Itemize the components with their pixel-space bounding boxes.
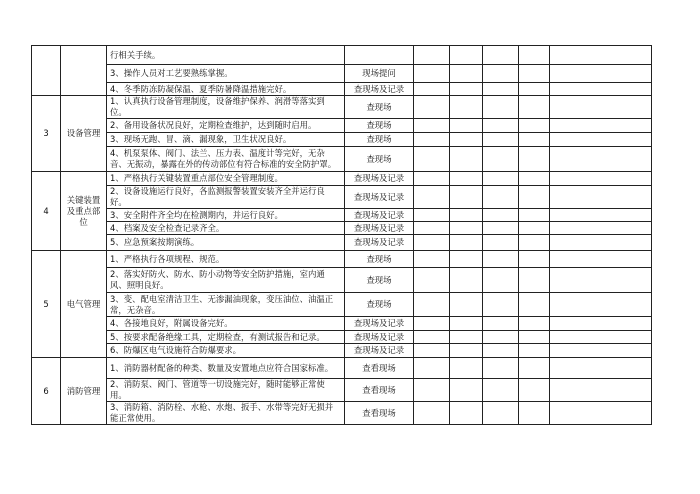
blank-cell <box>450 293 483 317</box>
table-row <box>32 209 652 222</box>
section-category: 设备管理 <box>61 96 107 172</box>
blank-cell <box>550 96 652 119</box>
check-item: 1、认真执行设备管理制度，设备维护保养、润滑等落实到位。 <box>107 96 345 119</box>
blank-cell <box>483 222 519 235</box>
blank-cell <box>483 186 519 209</box>
blank-cell <box>414 119 450 133</box>
blank-cell <box>450 147 483 172</box>
check-item: 4、各接地良好，附属设备完好。 <box>107 317 345 331</box>
check-item: 3、操作人员对工艺要熟练掌握。 <box>107 65 345 83</box>
blank-cell <box>414 358 450 379</box>
blank-cell <box>519 209 550 222</box>
blank-cell <box>414 331 450 344</box>
blank-cell <box>450 96 483 119</box>
blank-cell <box>550 172 652 186</box>
blank-cell <box>450 251 483 268</box>
check-item: 2、备用设备状况良好，定期检查维护，达到随时启用。 <box>107 119 345 133</box>
check-method: 查现场 <box>345 147 414 172</box>
blank-cell <box>550 65 652 83</box>
blank-cell <box>519 331 550 344</box>
blank-cell <box>483 133 519 147</box>
blank-cell <box>483 96 519 119</box>
check-item: 6、防爆区电气设施符合防爆要求。 <box>107 344 345 358</box>
table-row <box>32 222 652 235</box>
check-item: 3、现场无跑、冒、滴、漏现象，卫生状况良好。 <box>107 133 345 147</box>
table-row <box>32 317 652 331</box>
check-item: 3、变、配电室清洁卫生、无渗漏油现象，变压油位、油温正常，无杂音。 <box>107 293 345 317</box>
check-item: 2、消防泵、阀门、管道等一切设施完好，随时能够正常使用。 <box>107 379 345 402</box>
blank-cell <box>450 65 483 83</box>
blank-cell <box>450 331 483 344</box>
blank-cell <box>483 344 519 358</box>
blank-cell <box>483 46 519 65</box>
blank-cell <box>519 133 550 147</box>
blank-cell <box>450 402 483 425</box>
table-row <box>32 235 652 251</box>
blank-cell <box>414 172 450 186</box>
section-number <box>32 46 61 96</box>
check-method: 查看现场 <box>345 358 414 379</box>
check-item: 1、严格执行关键装置重点部位安全管理制度。 <box>107 172 345 186</box>
blank-cell <box>450 172 483 186</box>
blank-cell <box>483 83 519 96</box>
blank-cell <box>483 268 519 293</box>
check-item: 2、设备设施运行良好，各监测报警装置安装齐全并运行良好。 <box>107 186 345 209</box>
table-row <box>32 379 652 402</box>
check-item: 4、冬季防冻防凝保温、夏季防暑降温措施完好。 <box>107 83 345 96</box>
blank-cell <box>414 317 450 331</box>
blank-cell <box>450 46 483 65</box>
blank-cell <box>483 379 519 402</box>
section-category: 电气管理 <box>61 251 107 358</box>
table-row <box>32 65 652 83</box>
table-row <box>32 172 652 186</box>
blank-cell <box>550 209 652 222</box>
blank-cell <box>483 119 519 133</box>
blank-cell <box>550 186 652 209</box>
blank-cell <box>519 222 550 235</box>
blank-cell <box>519 344 550 358</box>
blank-cell <box>414 65 450 83</box>
blank-cell <box>414 293 450 317</box>
blank-cell <box>483 235 519 251</box>
blank-cell <box>519 268 550 293</box>
blank-cell <box>550 222 652 235</box>
check-item: 1、消防器材配备的种类、数量及安置地点应符合国家标准。 <box>107 358 345 379</box>
check-item: 3、安全附件齐全均在检测期内，并运行良好。 <box>107 209 345 222</box>
check-method: 查现场 <box>345 119 414 133</box>
blank-cell <box>414 344 450 358</box>
blank-cell <box>550 147 652 172</box>
blank-cell <box>519 235 550 251</box>
blank-cell <box>483 251 519 268</box>
blank-cell <box>414 402 450 425</box>
blank-cell <box>519 172 550 186</box>
blank-cell <box>550 379 652 402</box>
blank-cell <box>450 133 483 147</box>
blank-cell <box>519 83 550 96</box>
section-number: 6 <box>32 358 61 425</box>
blank-cell <box>450 379 483 402</box>
blank-cell <box>450 268 483 293</box>
blank-cell <box>519 65 550 83</box>
blank-cell <box>519 147 550 172</box>
blank-cell <box>450 358 483 379</box>
table-row <box>32 402 652 425</box>
blank-cell <box>414 96 450 119</box>
table-row <box>32 268 652 293</box>
blank-cell <box>519 119 550 133</box>
check-method: 查现场及记录 <box>345 331 414 344</box>
blank-cell <box>519 317 550 331</box>
blank-cell <box>414 147 450 172</box>
blank-cell <box>550 119 652 133</box>
blank-cell <box>483 65 519 83</box>
blank-cell <box>414 83 450 96</box>
blank-cell <box>550 268 652 293</box>
check-method <box>345 46 414 65</box>
check-item: 4、档案及安全检查记录齐全。 <box>107 222 345 235</box>
check-method: 查现场及记录 <box>345 344 414 358</box>
table-row <box>32 293 652 317</box>
check-item: 行相关手续。 <box>107 46 345 65</box>
blank-cell <box>550 133 652 147</box>
blank-cell <box>450 186 483 209</box>
section-number: 4 <box>32 172 61 251</box>
blank-cell <box>450 119 483 133</box>
check-method: 查现场及记录 <box>345 209 414 222</box>
check-method: 查现场及记录 <box>345 222 414 235</box>
check-method: 查现场及记录 <box>345 172 414 186</box>
check-method: 查现场及记录 <box>345 83 414 96</box>
blank-cell <box>519 46 550 65</box>
table-row <box>32 331 652 344</box>
blank-cell <box>450 317 483 331</box>
table-row <box>32 344 652 358</box>
blank-cell <box>483 358 519 379</box>
blank-cell <box>414 209 450 222</box>
check-item: 2、落实好防火、防水、防小动物等安全防护措施，室内通风、照明良好。 <box>107 268 345 293</box>
blank-cell <box>550 358 652 379</box>
check-method: 查现场及记录 <box>345 186 414 209</box>
table-row <box>32 358 652 379</box>
section-number: 3 <box>32 96 61 172</box>
check-item: 5、应急预案按期演练。 <box>107 235 345 251</box>
blank-cell <box>414 222 450 235</box>
blank-cell <box>519 379 550 402</box>
inspection-checklist-table <box>31 45 652 425</box>
blank-cell <box>550 331 652 344</box>
blank-cell <box>483 147 519 172</box>
table-row <box>32 147 652 172</box>
check-method: 查现场及记录 <box>345 317 414 331</box>
blank-cell <box>450 209 483 222</box>
blank-cell <box>414 235 450 251</box>
section-category: 关键装置及重点部位 <box>61 172 107 251</box>
check-item: 3、消防箱、消防栓、水枪、水炮、扳手、水带等完好无损并能正常使用。 <box>107 402 345 425</box>
check-method: 查现场 <box>345 251 414 268</box>
blank-cell <box>483 293 519 317</box>
blank-cell <box>414 251 450 268</box>
blank-cell <box>483 331 519 344</box>
check-method: 查现场 <box>345 293 414 317</box>
check-method: 查现场及记录 <box>345 235 414 251</box>
table-row <box>32 186 652 209</box>
blank-cell <box>414 133 450 147</box>
blank-cell <box>414 186 450 209</box>
table-row <box>32 119 652 133</box>
table-row <box>32 251 652 268</box>
blank-cell <box>414 379 450 402</box>
blank-cell <box>550 46 652 65</box>
blank-cell <box>519 358 550 379</box>
blank-cell <box>450 222 483 235</box>
table-row <box>32 46 652 65</box>
blank-cell <box>519 293 550 317</box>
blank-cell <box>550 293 652 317</box>
blank-cell <box>519 402 550 425</box>
check-item: 1、严格执行各项规程、规范。 <box>107 251 345 268</box>
blank-cell <box>550 235 652 251</box>
blank-cell <box>483 172 519 186</box>
blank-cell <box>450 235 483 251</box>
blank-cell <box>414 46 450 65</box>
blank-cell <box>550 317 652 331</box>
check-item: 4、机泵泵体、阀门、法兰、压力表、温度计等完好，无杂音、无振动，暴露在外的传动部位有符合标准的安全防护罩。 <box>107 147 345 172</box>
table-row <box>32 83 652 96</box>
check-method: 现场提问 <box>345 65 414 83</box>
blank-cell <box>483 317 519 331</box>
check-method: 查现场 <box>345 133 414 147</box>
blank-cell <box>519 96 550 119</box>
section-number: 5 <box>32 251 61 358</box>
check-item: 5、按要求配备绝缘工具，定期检查，有测试报告和记录。 <box>107 331 345 344</box>
blank-cell <box>550 344 652 358</box>
table-row <box>32 133 652 147</box>
blank-cell <box>483 209 519 222</box>
table-row <box>32 96 652 119</box>
blank-cell <box>550 402 652 425</box>
blank-cell <box>450 344 483 358</box>
blank-cell <box>414 268 450 293</box>
blank-cell <box>450 83 483 96</box>
check-method: 查看现场 <box>345 379 414 402</box>
check-method: 查现场 <box>345 96 414 119</box>
check-method: 查现场 <box>345 268 414 293</box>
check-method: 查看现场 <box>345 402 414 425</box>
blank-cell <box>550 83 652 96</box>
section-category: 消防管理 <box>61 358 107 425</box>
blank-cell <box>519 186 550 209</box>
section-category <box>61 46 107 96</box>
blank-cell <box>519 251 550 268</box>
blank-cell <box>483 402 519 425</box>
blank-cell <box>550 251 652 268</box>
